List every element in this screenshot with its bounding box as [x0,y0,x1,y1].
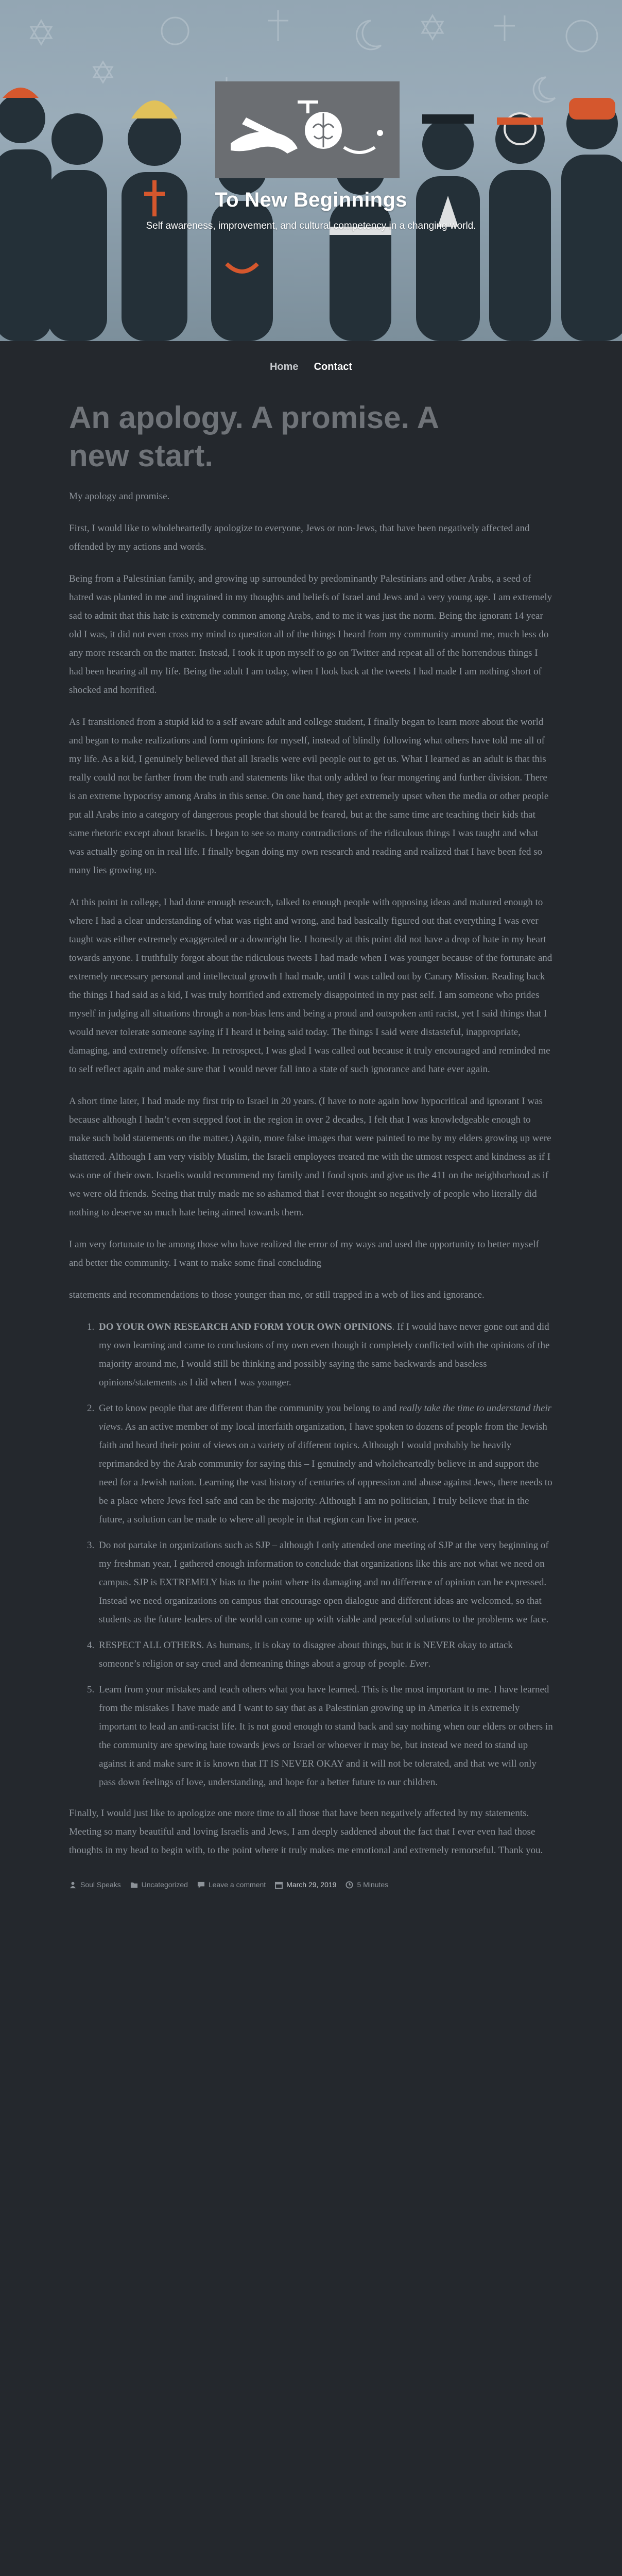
list-item-text: . If I would have never gone out and did my own learning and came to conclusions of my own even though it completely conflicted with the opinions of the majority around me, I would still be thinking and possibly saying the same backwards and baseless opinions/statements as I did when I was younger. [99,1321,550,1388]
site-logo[interactable] [215,81,400,178]
category-link[interactable]: Uncategorized [141,1880,188,1889]
post-paragraph: statements and recommendations to those younger than me, or still trapped in a web of lies and ignorance. [69,1290,485,1300]
list-item [97,1681,553,1792]
list-item-text: Get to know people that are different than the community you belong to and [99,1403,400,1414]
post-paragraph: I am very fortunate to be among those who have realized the error of my ways and used the opportunity to better myself and better the community. I want to make some final concluding [69,1239,539,1268]
reading-time: 5 Minutes [357,1880,389,1889]
logo-hand-brain-icon [215,81,400,178]
list-item-bold: DO YOUR OWN RESEARCH AND FORM YOUR OWN OPINIONS [99,1321,392,1332]
calendar-icon [275,1881,283,1889]
post-paragraph: First, I would like to wholeheartedly apologize to everyone, Jews or non-Jews, that have been negatively affected and offended by my actions and words. [69,523,530,552]
person-icon [69,1881,77,1889]
list-item-italic: Ever [409,1658,428,1669]
clock-icon [345,1881,353,1889]
meta-comments [197,1880,266,1889]
list-item-text: . [428,1658,431,1669]
meta-date [275,1880,336,1889]
list-item-text: RESPECT ALL OTHERS. As humans, it is okay to disagree about things, but it is NEVER okay to attack someone’s religion or say cruel and demeaning things about a group of people. [99,1640,513,1669]
post-closing-paragraph: Finally, I would just like to apologize one more time to all those that have been negatively affected by my statements. Meeting so many beautiful and loving Israelis and Jews, I am deeply saddened about the fact that I ever even had those thoughts in my head to begin with, to the point where it truly makes me emotional and extremely remorseful. Thank you. [69,1808,543,1856]
nav-item-contact[interactable]: Contact [314,361,353,372]
list-item [97,1318,553,1392]
post-paragraph: As I transitioned from a stupid kid to a self aware adult and college student, I finally began to learn more about the world and began to make realizations and form opinions for myself, instead of blindly following what others have told me all of my life. As a kid, I genuinely believed that all Israelis were evil people out to get us. What I learned as an adult is that this really could not be farther from the truth and statements like that only added to fear mongering and further division. There is an extreme hypocrisy among Arabs in this sense. On one hand, they get extremely upset when the media or other people put all Arabs into a category of dangerous people that should be feared, but at the same time are teaching their kids that same rhetoric except about Israelis. I began to see so many contradictions of the ridiculous things I was taught and what was actually going on in real life. I finally began doing my own research and reading and realized that I have been fed so many lies growing up. [69,717,549,876]
nav-item-home[interactable]: Home [269,361,299,372]
list-item [97,1399,553,1529]
list-item [97,1536,553,1629]
list-item-italic: really take the time to understand their views [99,1403,552,1432]
list-item-text: Do not partake in organizations such as SJP – although I only attended one meeting of SJP at the very beginning of my freshman year, I gathered enough information to conclude that organizations like this are not what we need on campus. SJP is EXTREMELY bias to the point where its damaging and no difference of opinion can be expressed. Instead we need organizations on campus that encourage open dialogue and different ideas are welcomed, so that students as the future leaders of the world can come up with viable and peaceful solutions to the problems we face. [99,1540,549,1625]
post-title: An apology. A promise. A new start. [69,400,438,473]
meta-category [130,1880,188,1889]
post-date-link[interactable]: March 29, 2019 [286,1880,337,1889]
post-content [69,487,553,1860]
post-paragraph: At this point in college, I had done enough research, talked to enough people with opposing ideas and matured enough to where I had a clear understanding of what was right and wrong, and had basically figured out that everything I was ever taught was either extremely exaggerated or a downright lie. I honestly at this point did not have a drop of hate in my heart towards anyone. I truthfully forgot about the ridiculous tweets I had made when I was younger because of the fortunate and extremely necessary personal and intellectual growth I had made, until I was called out by Canary Mission. Reading back the things I had said as a kid, I was truly horrified and extremely disappointed in my past self. I am someone who prides myself in judging all situations through a non-bias lens and being a proud and outspoken anti racist, yet I said things that I would never tolerate someone saying if I heard it being said today. The things I said were distasteful, inappropriate, damaging, and extremely offensive. In retrospect, I was glad I was called out because it truly encouraged and reminded me to self reflect again and make sure that I would never fall into a state of such ignorance and hate ever again. [69,897,552,1075]
leave-comment-link[interactable]: Leave a comment [208,1880,266,1889]
post-article [0,399,622,1920]
site-tagline: Self awareness, improvement, and cultural competency in a changing world. [146,221,476,231]
recommendations-list [87,1318,553,1792]
post-paragraph: A short time later, I had made my first trip to Israel in 20 years. (I have to note again how hypocritical and ignorant I was because although I hadn’t even stepped foot in the region in over 2 decades, I felt that I was knowledgeable enough to make such bold statements on the matter.) Again, more false images that were painted to me by my elders growing up were shattered. Although I am very visibly Muslim, the Israeli employees treated me with the utmost respect and kindness as if I was one of their own. Israelis would recommend my family and I food spots and give us the 411 on the neighborhood as if we were old friends. Seeing that truly made me so ashamed that I ever thought so negatively of people who literally did nothing to deserve so much hate being aimed towards them. [69,1096,551,1218]
list-item-text: Learn from your mistakes and teach others what you have learned. This is the most important to me. I have learned from the mistakes I have made and I want to say that as a Palestinian growing up in America it is extremely important to lead an anti-racist life. It is not good enough to stand back and say nothing when our elders or others in the community are spewing hate towards jews or Israel or whoever it may be, but instead we need to stand up against it and make sure it is known that IT IS NEVER OKAY and it will not be tolerated, and that we will only pass down feelings of love, understanding, and hope for a better future to our children. [99,1684,553,1788]
list-item-text: . As an active member of my local interfaith organization, I have spoken to dozens of people from the Jewish faith and heard their point of views on a variety of different topics. Although I would probably be heavily reprimanded by the Arab community for saying this – I genuinely and wholeheartedly believe in and support the need for a Jewish nation. Learning the vast history of centuries of oppression and abuse against Jews, there needs to be a place where Jews feel safe and can be the majority. Although I am no politician, I truly believe that in the future, a solution can be made to where all people in that region can live in peace. [99,1421,552,1525]
comment-icon [197,1881,205,1889]
post-paragraph: My apology and promise. [69,491,170,502]
list-item [97,1636,553,1673]
post-paragraph: Being from a Palestinian family, and growing up surrounded by predominantly Palestinians and other Arabs, a seed of hatred was planted in me and ingrained in my thoughts and beliefs of Israel and Jews and a very young age. I am extremely sad to admit that this hate is extremely common among Arabs, and to me it was just the norm. Being the ignorant 14 year old I was, it did not even cross my mind to question all of the things I heard from my community around me, much less do any more research on the matter. Instead, I took it upon myself to go on Twitter and repeat all of the horrendous things I had been hearing all my life. Being the adult I am today, when I look back at the tweets I had made I am nothing short of shocked and horrified. [69,573,552,696]
meta-author [69,1880,121,1889]
author-link[interactable]: Soul Speaks [80,1880,121,1889]
post-meta [69,1880,553,1920]
site-header-banner [0,0,622,341]
primary-navigation [0,341,622,393]
site-title[interactable]: To New Beginnings [215,189,407,211]
meta-reading-time [345,1880,388,1889]
folder-icon [130,1881,138,1889]
